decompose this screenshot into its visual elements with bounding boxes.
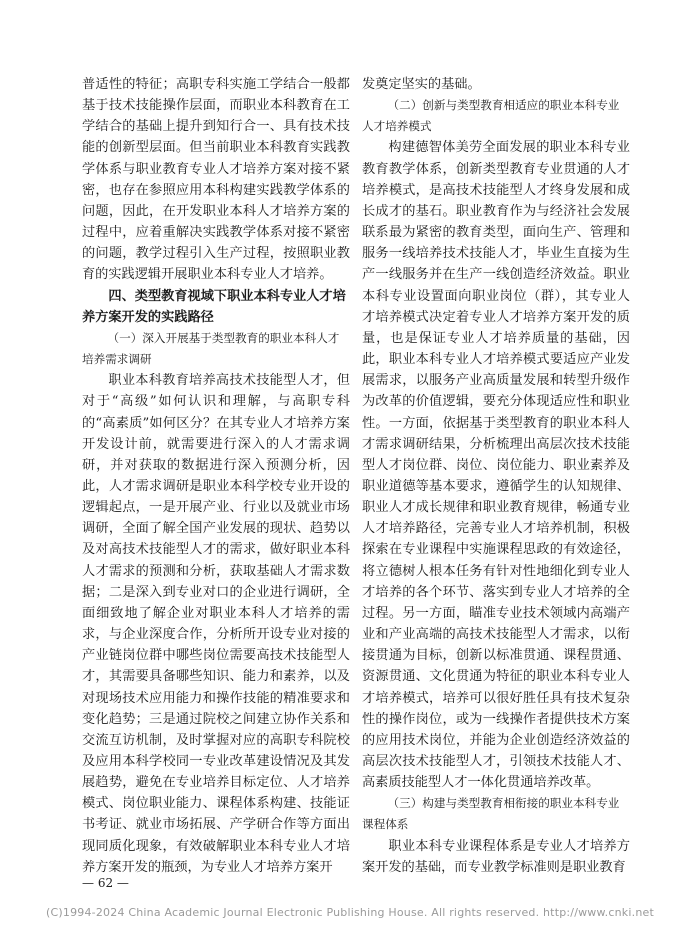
subsection-heading-1: （一）深入开展基于类型教育的职业本科人才培养需求调研 <box>82 330 340 367</box>
copyright-footer: (C)1994-2024 China Academic Journal Electronic Publishing House. All rights reserved. http://www.cnki.net <box>46 906 654 919</box>
right-column <box>362 74 630 878</box>
page-number: — 62 — <box>82 876 129 890</box>
right-paragraph-3: 职业本科专业课程体系是专业人才培养方案开发的基础，而专业教学标准则是职业教育 <box>362 838 630 875</box>
left-paragraph-2: 职业本科教育培养高技术技能型人才，但对于“高级”如何认识和理解，与高职专科的“高素质”如何区分？在其专业人才培养方案开发设计前，就需要进行深入的人才需求调研，并对获取的数据进行深入预测分析，因此，人才需求调研是职业本科学校专业开设的逻辑起点，一是开展产业、行业以及就业市场调研，全面了解全国产业发展的现状、趋势以及对高技术技能型人才的需求，做好职业本科人才需求的预测和分析，获取基础人才需求数据；二是深入到专业对口的企业进行调研，全面细致地了解企业对职业本科人才培养的需求，与企业深度合作，分析所开设专业对接的产业链岗位群中哪些岗位需要高技术技能型人才，其需要具备哪些知识、能力和素养，以及对现场技术应用能力和操作技能的精准要求和变化趋势；三是通过院校之间建立协作关系和交流互访机制，及时掌握对应的高职专科院校及应用本科学校同一专业改革建设情况及其发展趋势，避免在专业培养目标定位、人才培养模式、岗位职业能力、课程体系构建、技能证书考证、就业市场拓展、产学研合作等方面出现同质化现象，有效破解职业本科专业人才培养方案开发的瓶颈，为专业人才培养方案开 <box>82 373 350 875</box>
subsection-heading-2: （二）创新与类型教育相适应的职业本科专业人才培养模式 <box>362 98 620 134</box>
right-paragraph-1: 发奠定坚实的基础。 <box>362 77 481 92</box>
left-column <box>82 74 350 878</box>
subsection-heading-3: （三）构建与类型教育相衔接的职业本科专业课程体系 <box>362 796 620 832</box>
section-heading: 四、类型教育视域下职业本科专业人才培养方案开发的实践路径 <box>82 288 346 325</box>
left-paragraph-1: 普适性的特征；高职专科实施工学结合一般都基于技术技能操作层面，而职业本科教育在工学结合的基础上提升到知行合一、具有技术技能的创新型层面。但当前职业本科教育实践教学体系与职业教育专业人才培养方案对接不紧密，也存在参照应用本科构建实践教学体系的问题，因此，在开发职业本科人才培养方案的过程中，应着重解决实践教学体系对接不紧密的问题，教学过程引入生产过程，按照职业教育的实践逻辑开展职业本科专业人才培养。 <box>82 77 350 283</box>
right-paragraph-2: 构建德智体美劳全面发展的职业本科专业教育教学体系，创新类型教育专业贯通的人才培养模式，是高技术技能型人才终身发展和成长成才的基石。职业教育作为与经济社会发展联系最为紧密的教育类型，面向生产、管理和服务一线培养技术技能人才，毕业生直接为生产一线服务并在生产一线创造经济效益。职业本科专业设置面向职业岗位（群），其专业人才培养模式决定着专业人才培养方案开发的质量，也是保证专业人才培养质量的基础，因此，职业本科专业人才培养模式要适应产业发展需求，以服务产业高质量发展和转型升级作为改革的价值逻辑，要充分体现适应性和职业性。一方面，依据基于类型教育的职业本科人才需求调研结果，分析梳理出高层次技术技能型人才岗位群、岗位、岗位能力、职业素养及职业道德等基本要求，遵循学生的认知规律、职业人才成长规律和职业教育规律，畅通专业人才培养路径，完善专业人才培养机制，积极探索在专业课程中实施课程思政的有效途径，将立德树人根本任务有针对性地细化到专业人才培养的各个环节、落实到专业人才培养的全过程。另一方面，瞄准专业技术领域内高端产业和产业高端的高技术技能型人才需求，以衔接贯通为目标，创新以标准贯通、课程贯通、资源贯通、文化贯通为特征的职业本科专业人才培养模式，培养可以很好胜任具有技术复杂性的操作岗位，或为一线操作者提供技术方案的应用技术岗位，并能为企业创造经济效益的高层次技术技能型人才，引领技术技能人才、高素质技能型人才一体化贯通培养改革。 <box>362 140 630 791</box>
